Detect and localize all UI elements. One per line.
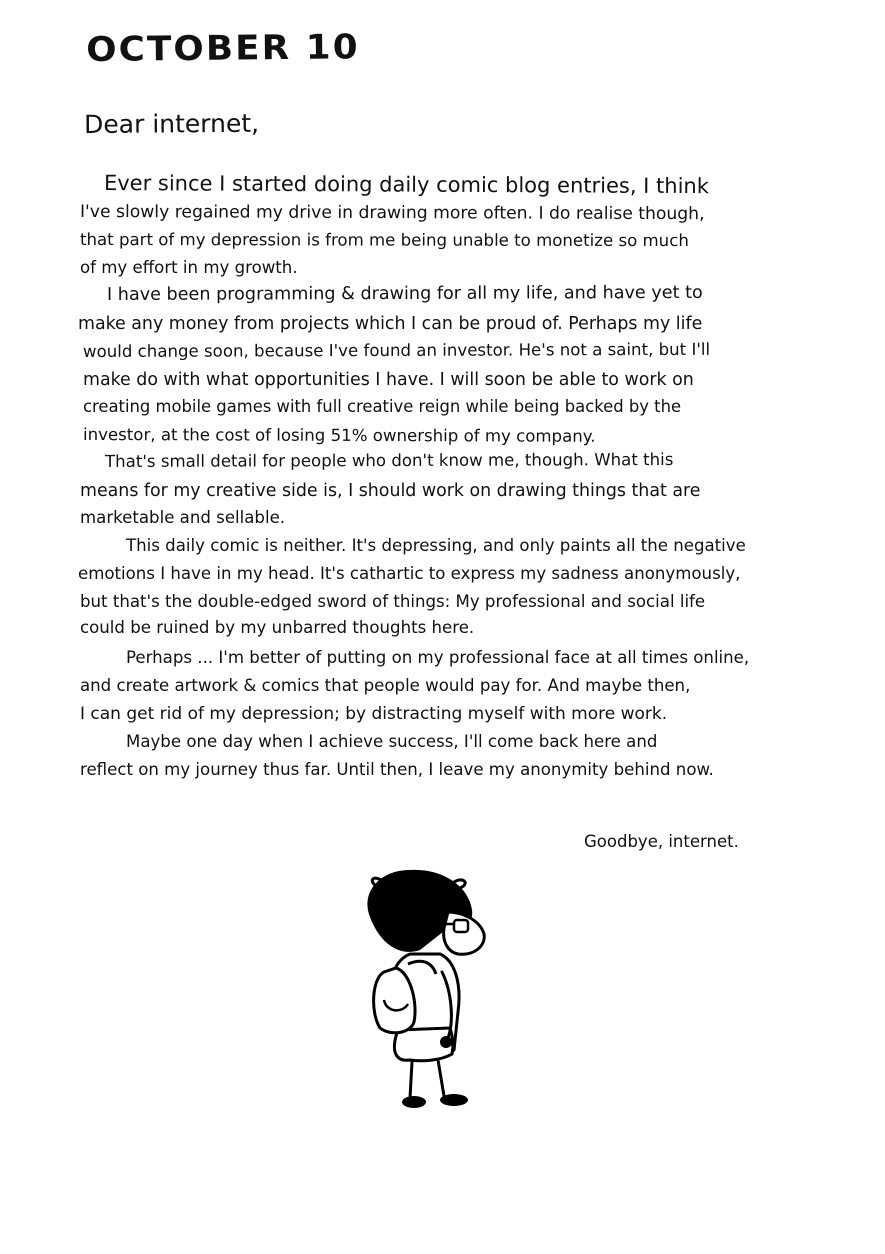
letter-line: Ever since I started doing daily comic blog entries, I think (103, 171, 710, 199)
letter-line: make do with what opportunities I have. I will soon be able to work on (83, 370, 694, 390)
hand-shape (440, 1036, 452, 1048)
letter-line: means for my creative side is, I should work on drawing things that are (80, 481, 701, 501)
letter-line: creating mobile games with full creative reign while being backed by the (83, 397, 682, 416)
letter-line: that part of my depression is from me being unable to monetize so much (79, 230, 689, 251)
letter-line: could be ruined by my unbarred thoughts here. (80, 618, 475, 637)
letter-line: Maybe one day when I achieve success, I'll come back here and (126, 732, 658, 751)
girl-with-backpack-icon (350, 862, 500, 1122)
letter-line: reflect on my journey thus far. Until then, I leave my anonymity behind now. (80, 760, 714, 779)
letter-line: I have been programming & drawing for all my life, and have yet to (106, 282, 703, 305)
leg-shape (438, 1060, 444, 1096)
letter-line: of my effort in my growth. (80, 258, 298, 277)
leg-shape (410, 1062, 412, 1098)
signoff: Goodbye, internet. (584, 832, 739, 851)
letter-line: would change soon, because I've found an investor. He's not a saint, but I'll (82, 339, 711, 361)
shoe-shape (402, 1096, 426, 1108)
letter-line: and create artwork & comics that people would pay for. And maybe then, (80, 676, 691, 695)
letter-line: This daily comic is neither. It's depressing, and only paints all the negative (126, 536, 746, 555)
letter-line: make any money from projects which I can be proud of. Perhaps my life (78, 314, 703, 334)
shoe-shape (440, 1094, 468, 1106)
entry-date: OCTOBER 10 (86, 27, 360, 70)
letter-line: Perhaps ... I'm better of putting on my professional face at all times online, (126, 648, 750, 667)
letter-line: That's small detail for people who don't know me, though. What this (104, 450, 674, 471)
letter-line: emotions I have in my head. It's cathartic to express my sadness anonymously, (78, 564, 741, 583)
letter-line: investor, at the cost of losing 51% ownership of my company. (82, 425, 596, 446)
letter-line: I can get rid of my depression; by distracting myself with more work. (80, 704, 668, 724)
letter-line: marketable and sellable. (80, 508, 286, 527)
salutation: Dear internet, (84, 108, 260, 139)
letter-line: but that's the double-edged sword of things: My professional and social life (80, 592, 706, 611)
letter-line: I've slowly regained my drive in drawing more often. I do realise though, (79, 202, 705, 225)
